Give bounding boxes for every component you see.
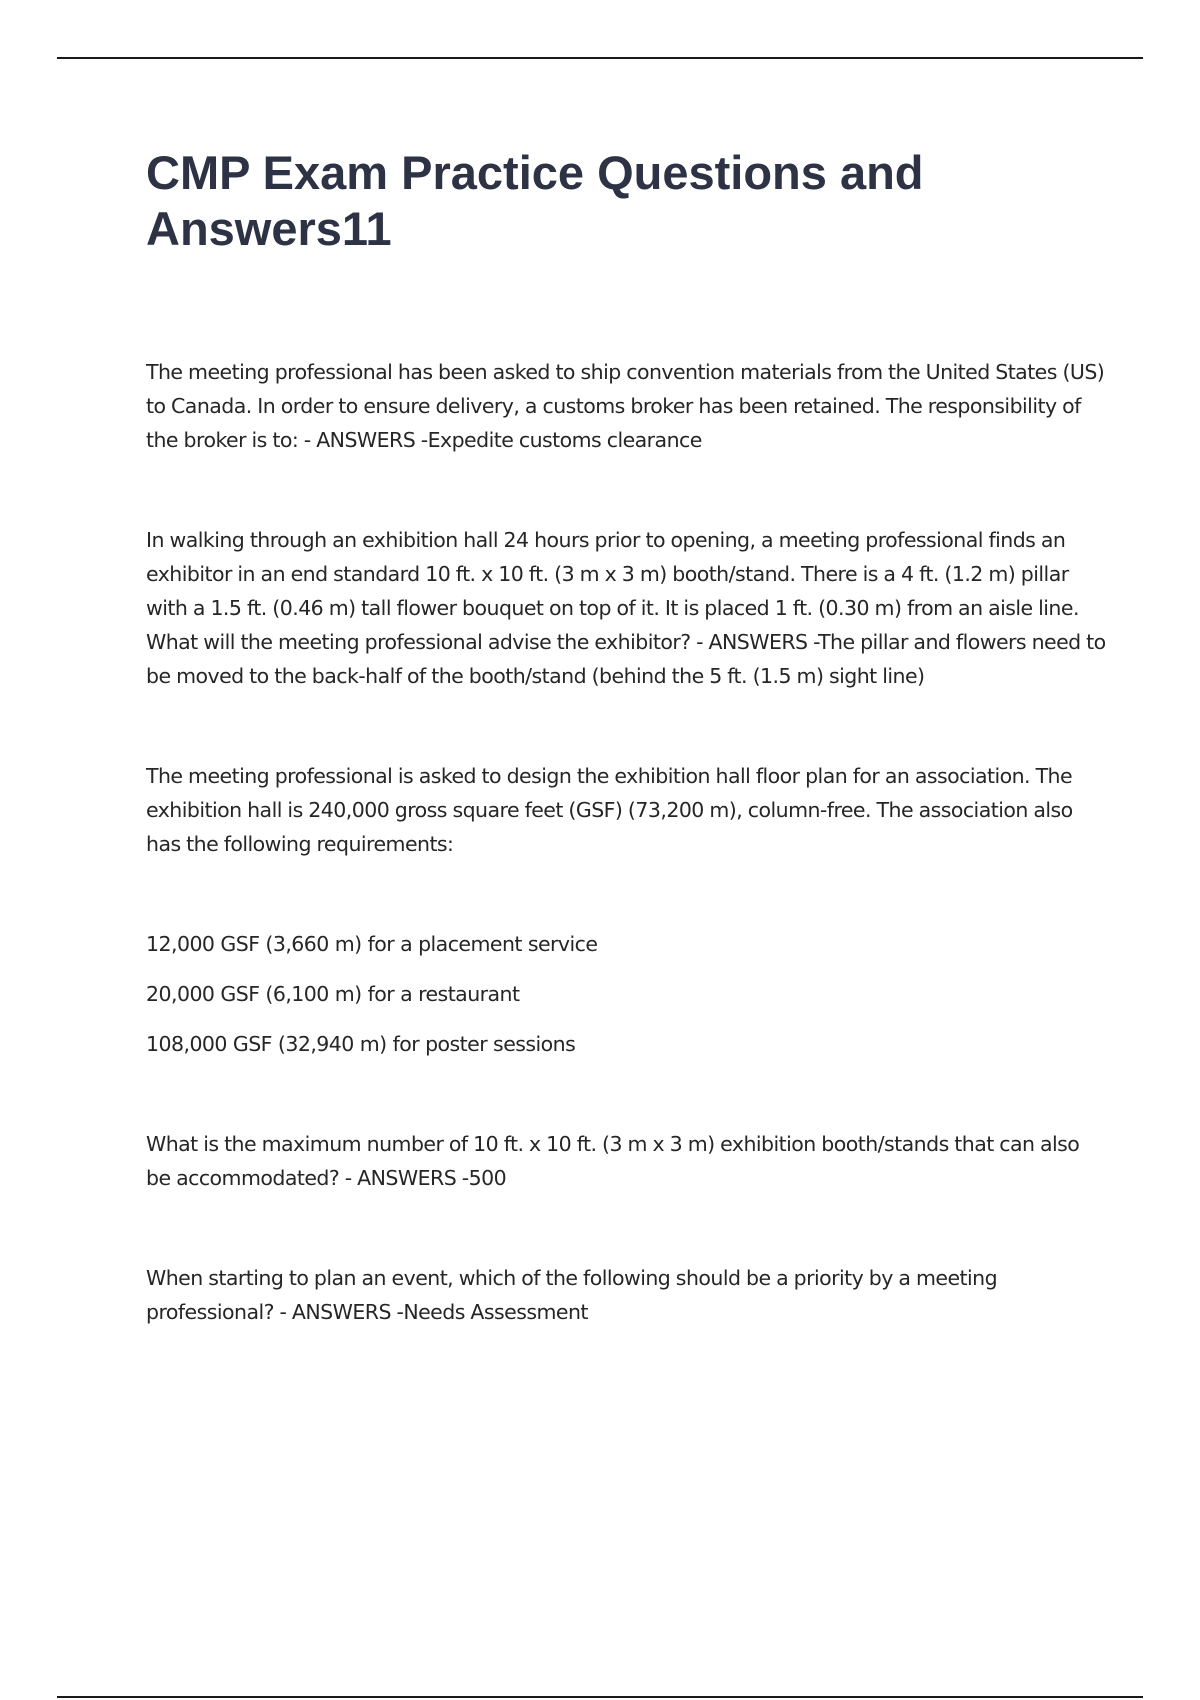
question-max-booths: What is the maximum number of 10 ft. x 10 ft. (3 m x 3 m) exhibition booth/stands that can also be accommodated? - ANSWERS -500 (146, 1132, 1080, 1190)
question-planning-priority: When starting to plan an event, which of the following should be a priority by a meeting professional? - ANSWERS -Needs Assessment (146, 1266, 998, 1324)
bottom-divider (57, 1696, 1143, 1698)
question-floor-plan-intro: The meeting professional is asked to design the exhibition hall floor plan for an association. The exhibition hall is 240,000 gross square feet (GSF) (73,200 m), column-free. The association also has the following requirements: (146, 764, 1073, 856)
requirement-poster-sessions: 108,000 GSF (32,940 m) for poster sessions (146, 1032, 576, 1056)
document-body (146, 355, 1106, 1329)
requirement-restaurant: 20,000 GSF (6,100 m) for a restaurant (146, 982, 520, 1006)
document-title: CMP Exam Practice Questions and Answers11 (146, 146, 924, 255)
requirement-placement-service: 12,000 GSF (3,660 m) for a placement service (146, 932, 598, 956)
requirements-list (146, 927, 1106, 1061)
question-customs-broker: The meeting professional has been asked to ship convention materials from the United States (US) to Canada. In order to ensure delivery, a customs broker has been retained. The responsibility of the broker is to: - ANSWERS -Expedite customs clearance (146, 360, 1105, 452)
question-booth-pillar: In walking through an exhibition hall 24 hours prior to opening, a meeting professional finds an exhibitor in an end standard 10 ft. x 10 ft. (3 m x 3 m) booth/stand. There is a 4 ft. (1.2 m) pillar with a 1.5 ft. (0.46 m) tall flower bouquet on top of it. It is placed 1 ft. (0.30 m) from an aisle line. What will the meeting professional advise the exhibitor? - ANSWERS -The pillar and flowers need to be moved to the back-half of the booth/stand (behind the 5 ft. (1.5 m) sight line) (146, 528, 1106, 688)
top-divider (57, 57, 1143, 59)
